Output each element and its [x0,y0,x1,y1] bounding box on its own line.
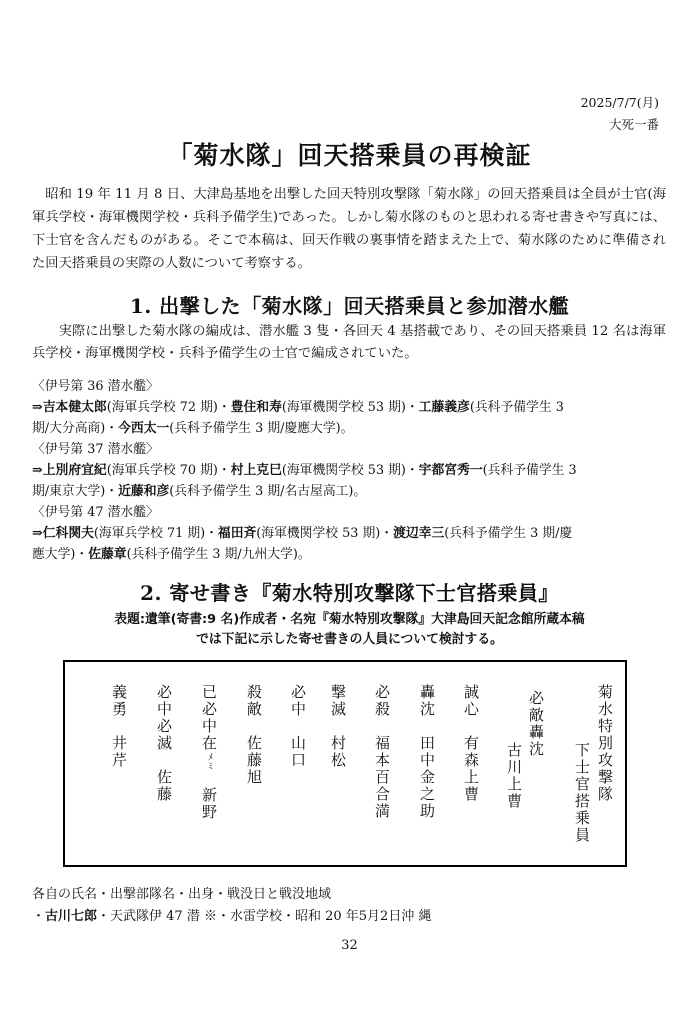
sub47-crew-line1 [32,523,672,544]
crew-name: 福田斉 [217,526,257,541]
crew-name: 宇都宮秀一 [418,463,483,478]
crew-name: 上別府宜紀 [42,463,107,478]
sub47-crew-line2 [32,544,672,565]
crew-detail: (海軍兵学校 72 期)・ [106,400,231,415]
arrow: ⇒ [32,526,43,541]
yosegaki-column [329,684,347,769]
crew-name: 豊住和寿 [230,400,282,415]
crew-detail: (海軍兵学校 71 期)・ [93,526,218,541]
crew-detail: (兵科予備学生 3 [482,463,577,478]
yosegaki-column [462,684,480,803]
column-name: 田中金之助 [418,735,436,820]
crew-detail: (海軍機関学校 53 期)・ [281,463,419,478]
arrow: ⇒ [32,400,43,415]
section1-body: 実際に出撃した菊水隊の編成は、潜水艦 3 隻・各回天 4 基搭載であり、その回天搭乗員 12 名は海軍兵学校・海軍機関学校・兵科予備学生の士官で編成されていた。 [32,324,666,361]
yosegaki-column [573,742,591,844]
yosegaki-column [505,742,523,810]
column-note: ﾒﾐ [204,752,214,770]
column-text: 古川上曹 [505,742,523,810]
column-name: 山口 [289,735,307,769]
crew-detail: (兵科予備学生 3 期/慶應大学)。 [169,421,354,436]
column-name: 有森上曹 [462,735,480,803]
column-text: 必中 [289,684,307,718]
column-text: 義勇 [110,684,128,718]
crew-name: 工藤義彦 [418,400,470,415]
crew-detail: (海軍機関学校 53 期)・ [256,526,394,541]
crew-name: 近藤和彦 [118,484,170,499]
crew-name: 吉本健太郎 [42,400,107,415]
sub37-label: 〈伊号第 37 潜水艦〉 [32,442,159,457]
section2-heading: 2. 寄せ書き『菊水特別攻撃隊下士官搭乗員』 [140,581,559,605]
sub36-crew-line1 [32,397,672,418]
sub36-crew-line2 [32,418,672,439]
yosegaki-column [373,684,391,820]
crew-detail: 應大学)・ [32,547,89,562]
sub47-label: 〈伊号第 47 潜水艦〉 [32,505,159,520]
crew-detail: (海軍機関学校 53 期)・ [281,400,419,415]
yosegaki-column [200,684,218,821]
yosegaki-column [289,684,307,769]
column-text: 必敵轟沈 [527,690,545,758]
column-name: 村松 [329,735,347,769]
date-line: 2025/7/7(月) [580,95,659,110]
crew-name: 今西太一 [118,421,170,436]
yosegaki-column [110,684,128,769]
crew-name: 村上克巳 [230,463,282,478]
column-text: 下士官搭乗員 [573,742,591,844]
intro-paragraph: 昭和 19 年 11 月 8 日、大津島基地を出撃した回天特別攻撃隊「菊水隊」の回天搭乗員は全員が士官(海軍兵学校・海軍機関学校・兵科予備学生)であった。しかし菊水隊のものと思われる寄せ書きや写真には、下士官を含んだものがある。そこで本稿は、回天作戦の裏事情を踏まえた上で、菊水隊のために準備された回天搭乗員の実際の人数について考察する。 [32,187,666,271]
yosegaki-column [245,684,263,786]
section2-meta-line1: 表題:遺筆(寄書:9 名)作成者・名宛『菊水特別攻撃隊』大津島回天記念館所蔵本稿 [114,612,585,627]
yosegaki-column [596,684,614,803]
crew-detail: 期/大分高商)・ [32,421,119,436]
yosegaki-column [527,690,545,758]
crew-detail: (兵科予備学生 3 期/慶 [444,526,573,541]
column-text: 誠心 [462,684,480,718]
arrow: ⇒ [32,463,43,478]
column-text: 撃滅 [329,684,347,718]
crew-name: 仁科関夫 [42,526,94,541]
footer-line2 [32,906,431,928]
column-text: 已必中在 [200,684,218,752]
author-line: 大死一番 [608,117,659,132]
column-text: 轟沈 [418,684,436,718]
crew-detail: 期/東京大学)・ [32,484,119,499]
column-name: 福本百合満 [373,735,391,820]
footer-bullet: ・ [32,909,46,924]
page-title: 「菊水隊」回天搭乗員の再検証 [167,141,532,170]
column-text: 必殺 [373,684,391,718]
section1-heading: 1. 出撃した「菊水隊」回天搭乗員と参加潜水艦 [129,294,570,318]
column-text: 菊水特別攻撃隊 [596,684,614,803]
footer-detail: ・天武隊伊 47 潜 ※・水雷学校・昭和 20 年5月2日沖 縄 [97,909,432,924]
footer-line1: 各自の氏名・出撃部隊名・出身・戦没日と戦没地域 [32,887,332,902]
section2-meta-line2: では下記に示した寄せ書きの人員について検討する。 [196,632,503,647]
crew-detail: (海軍兵学校 70 期)・ [106,463,231,478]
yosegaki-column [418,684,436,820]
column-name: 井芹 [110,735,128,769]
yosegaki-column [155,684,173,803]
footer-name: 古川七郎 [45,909,98,924]
crew-detail: (兵科予備学生 3 期/九州大学)。 [126,547,311,562]
crew-name: 渡辺幸三 [393,526,445,541]
sub36-label: 〈伊号第 36 潜水艦〉 [32,379,159,394]
sub37-crew-line2 [32,481,672,502]
column-name: 佐藤旭 [245,735,263,786]
crew-detail: (兵科予備学生 3 期/名古屋高工)。 [169,484,367,499]
column-name: 佐藤 [155,769,173,803]
column-name: 新野 [200,787,218,821]
column-text: 必中必滅 [155,684,173,752]
page-number: 32 [341,938,358,953]
crew-detail: (兵科予備学生 3 [469,400,564,415]
sub37-crew-line1 [32,460,672,481]
crew-name: 佐藤章 [88,547,127,562]
column-text: 殺敵 [245,684,263,718]
